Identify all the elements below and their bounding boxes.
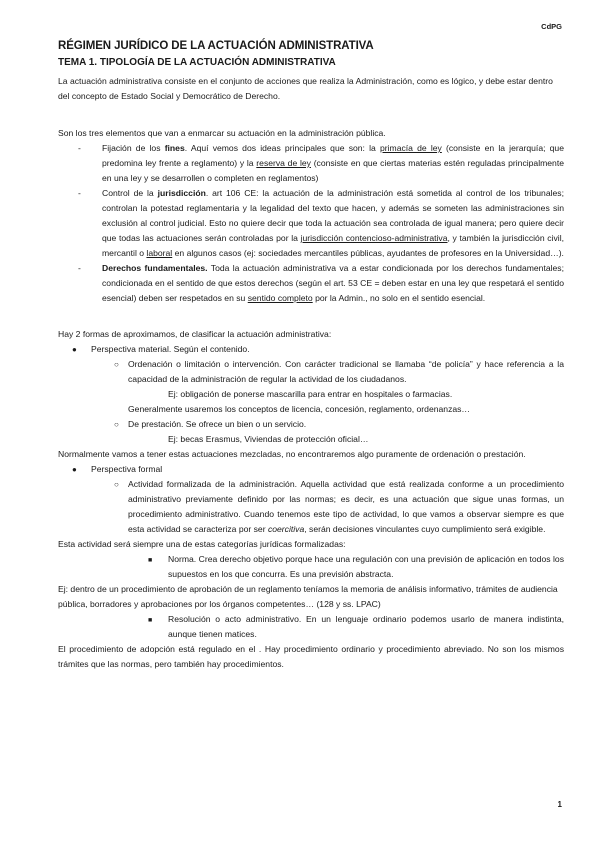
circle-bullet-icon: ○	[114, 480, 119, 489]
list-item: ○ Ordenación o limitación o intervención. Con carácter tradicional se llamaba “de policía” y hace referencia a la capacidad de la administración de regular la actividad de los ciudadanos.	[114, 359, 564, 384]
bullet-icon: ●	[72, 345, 77, 354]
forms-intro: Hay 2 formas de aproximamos, de clasificar la actuación administrativa:	[58, 329, 332, 339]
section-title: TEMA 1. TIPOLOGÍA DE LA ACTUACIÓN ADMINISTRATIVA	[58, 57, 336, 68]
list-item: ○ Actividad formalizada de la administración. Aquella actividad que está realizada conforme a un procedimiento administrativo previamente definido por las normas; es decir, es una actuación que sigue unas formas, un procedimiento administrativo. Cuando tenemos este tipo de actividad, lo que vamos a observar siempre es que esta actividad se caracteriza por ser coercitiva, serán decisiones vinculantes cuyo cumplimiento será exigible.	[114, 479, 564, 534]
intro-paragraph: La actuación administrativa consiste en el conjunto de acciones que realiza la Administración, como es lógico, y debe estar dentro del concepto de Estado Social y Democrático de Derecho.	[58, 76, 553, 101]
dash-marker: -	[78, 263, 81, 273]
closing-paragraph: El procedimiento de adopción está regulado en el . Hay procedimiento ordinario y procedimiento abreviado. No son los mismos trámites que las normas, pero también hay procedimientos.	[58, 644, 564, 669]
square-bullet-icon: ■	[148, 557, 153, 564]
dash-marker: -	[78, 188, 81, 198]
example-text: Ej: obligación de ponerse mascarilla para entrar en hospitales o farmacias.	[168, 389, 453, 399]
list-item: - Fijación de los fines. Aquí vemos dos ideas principales que son: la primacía de ley (consiste en la jerarquía; que predomina ley frente a reglamento) y la reserva de ley (consiste en que ciertas materias estén reguladas principalmente en una ley y se desarrollen o completen en reglamentos)	[78, 143, 565, 183]
example-text: Ej: becas Erasmus, Viviendas de protección oficial…	[168, 434, 369, 444]
square-bullet-icon: ■	[148, 617, 153, 624]
list-item: - Control de la jurisdicción. art 106 CE: la actuación de la administración está sometida al control de los tribunales; controlan la potestad reglamentaria y la legalidad del texto que hacen, y además se someten las administraciones sin exclusión al control judicial. Esto no quiere decir que toda la actuación sea controlada de igual manera; pero quiere decir que todas las actuaciones serán controladas por la jurisdicción contencioso-administrativa, y también la jurisdicción civil, mercantil o laboral en algunos casos (ej: sociedades mercantiles públicas, ayudantes de profesores en la Universidad…).	[78, 188, 564, 258]
elements-list	[58, 141, 564, 306]
list-item: ■ Resolución o acto administrativo. En un lenguaje ordinario podemos usarlo de manera indistinta, aunque tienen matices.	[148, 614, 564, 639]
note-text: Generalmente usaremos los conceptos de licencia, concesión, reglamento, ordenanzas…	[128, 404, 471, 414]
header-initials: CdPG	[541, 22, 562, 31]
norma-example: Ej: dentro de un procedimiento de aprobación de un reglamento teníamos la memoria de análisis informativo, trámites de audiencia pública, borradores y aprobaciones por los órganos competentes… (128 y ss. LPAC)	[58, 584, 558, 609]
document-body	[58, 40, 564, 672]
list-item: ● Perspectiva material. Según el contenido.	[58, 342, 564, 357]
list-item: ■ Norma. Crea derecho objetivo porque hace una regulación con una previsión de aplicación en todos los supuestos en los que concurra. Es una previsión abstracta.	[148, 554, 564, 579]
elements-intro: Son los tres elementos que van a enmarcar su actuación en la administración pública.	[58, 128, 386, 138]
document-title: RÉGIMEN JURÍDICO DE LA ACTUACIÓN ADMINISTRATIVA	[58, 40, 374, 52]
circle-bullet-icon: ○	[114, 420, 119, 429]
list-item: - Derechos fundamentales. Toda la actuación administrativa va a estar condicionada por los derechos fundamentales; condicionada en el sentido de que estos derechos (según el art. 53 CE = deben estar en una ley que respetará el sentido esencial) deben ser respetados en su sentido completo por la Admin., no solo en el sentido esencial.	[78, 263, 564, 303]
bullet-icon: ●	[72, 465, 77, 474]
list-item: ○ De prestación. Se ofrece un bien o un servicio.	[58, 417, 564, 432]
mixed-note: Normalmente vamos a tener estas actuaciones mezcladas, no encontraremos algo puramente de ordenación o prestación.	[58, 449, 526, 459]
list-item: ● Perspectiva formal	[58, 462, 564, 477]
circle-bullet-icon: ○	[114, 360, 119, 369]
page-number: 1	[557, 800, 562, 809]
categories-intro: Esta actividad será siempre una de estas categorías jurídicas formalizadas:	[58, 539, 346, 549]
dash-marker: -	[78, 143, 81, 153]
